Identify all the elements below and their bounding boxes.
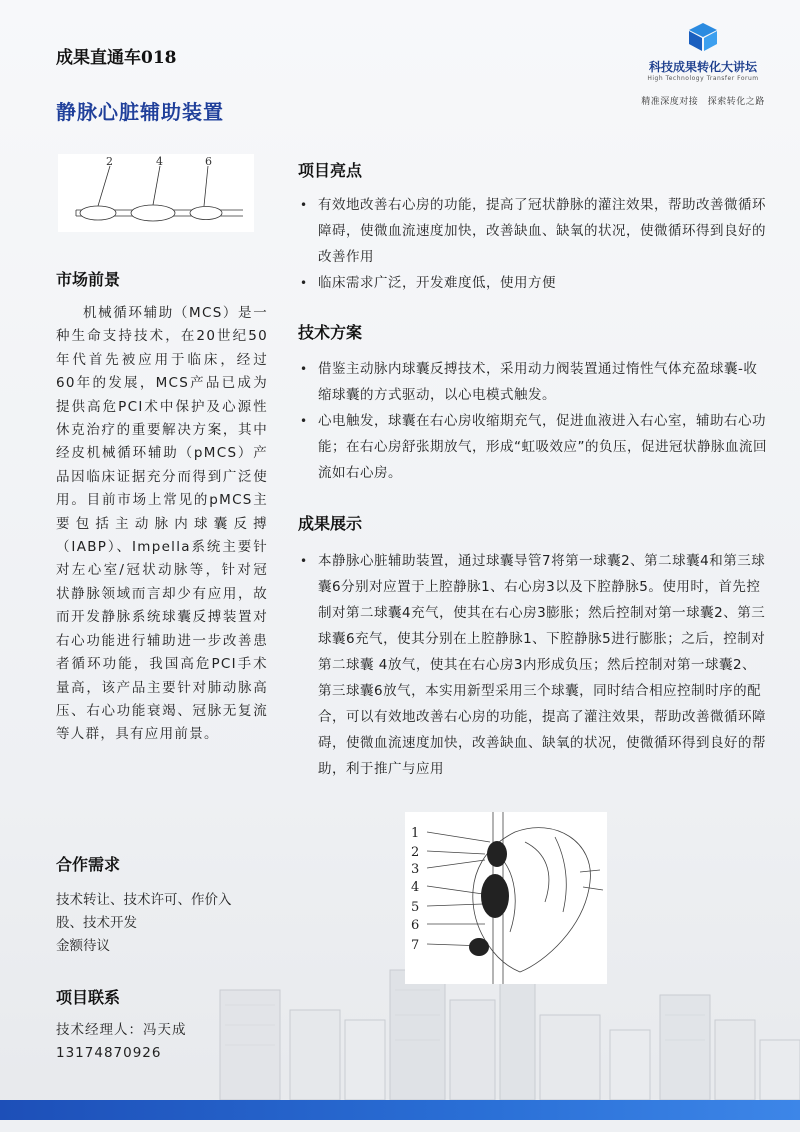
list-item: • 临床需求广泛，开发难度低，使用方便 [298,270,768,296]
list-item: • 借鉴主动脉内球囊反搏技术，采用动力阀装置通过惰性气体充盈球囊-收缩球囊的方式驱动，以心电模式触发。 [298,356,768,408]
cooperation-text [56,889,256,958]
cooperation-line: 技术转让、技术许可、作价入股、技术开发 [56,892,232,931]
page-title: 静脉心脏辅助装置 [56,100,224,124]
results-heading: 成果展示 [298,514,363,533]
list-item: • 有效地改善右心房的功能，提高了冠状静脉的灌注效果，帮助改善微循环障碍，使微血流速度加快，改善缺血、缺氧的状况，使微循环得到良好的改善作用 [298,192,768,270]
fig2-label: 4 [411,880,420,895]
market-text: 机械循环辅助（MCS）是一种生命支持技术，在20世纪50年代首先被应用于临床，经过60年的发展，MCS产品已成为提供高危PCI术中保护及心源性休克治疗的重要解决方案，其中经皮机械循环辅助（pMCS）产品因临床证据充分而得到广泛使用。目前市场上常见的pMCS主要包括主动脉内球囊反搏（IABP）、Impella系统主要针对左心室/冠状动脉等，针对冠状静脉领域而言却少有应用，故而开发静脉系统球囊反搏装置对右心功能进行辅助进一步改善患者循环功能，我国高危PCI手术量高，该产品主要针对肺动脉高压、右心功能衰竭、冠脉无复流等人群，具有应用前景。 [56,305,268,743]
fig2-label: 1 [411,826,420,841]
catheter-diagram [58,154,254,232]
series-label: 成果直通车018 [56,48,177,68]
list-item: • 心电触发，球囊在右心房收缩期充气，促进血液进入右心室，辅助右心功能；在右心房舒张期放气，形成“虹吸效应”的负压，促进冠状静脉血流回流如右心房。 [298,408,768,486]
results-list [298,548,768,782]
tech-list [298,356,768,486]
cooperation-heading: 合作需求 [56,855,121,874]
fig2-label: 3 [411,862,420,877]
fig2-label: 7 [411,938,420,953]
contact-info [56,1019,268,1065]
cooperation-line: 金额待议 [56,938,110,954]
footer-strip [0,1120,800,1132]
footer-bar [0,1100,800,1120]
fig1-label: 6 [205,155,212,168]
contact-manager: 技术经理人：冯天成 [56,1022,187,1038]
fig1-label: 2 [106,155,113,168]
heart-diagram [405,812,607,984]
contact-phone: 13174870926 [56,1045,162,1061]
fig1-label: 4 [156,155,163,168]
fig2-label: 6 [411,918,420,933]
fig2-label: 5 [411,900,420,915]
contact-heading: 项目联系 [56,988,121,1007]
highlights-heading: 项目亮点 [298,161,363,180]
logo-name: 科技成果转化大讲坛 [648,60,757,74]
highlights-list [298,192,768,296]
fig2-label: 2 [411,845,420,860]
market-heading: 市场前景 [56,270,121,289]
forum-logo [628,22,778,107]
logo-english-name: High Technology Transfer Forum [647,75,759,82]
tech-heading: 技术方案 [298,323,363,342]
list-item: • 本静脉心脏辅助装置，通过球囊导管7将第一球囊2、第二球囊4和第三球囊6分别对应置于上腔静脉1、右心房3以及下腔静脉5。使用时，首先控制对第二球囊4充气，使其在右心房3膨胀；然后控制对第一球囊2、第三球囊6充气，使其分别在上腔静脉1、下腔静脉5进行膨胀；之后，控制对第二球囊 4放气，使其在右心房3内形成负压；然后控制对第一球囊2、第三球囊6放气，本实用新型采用三个球囊，同时结合相应控制时序的配合，可以有效地改善右心房的功能，提高了灌注效果，帮助改善微循环障碍，使微血流速度加快，改善缺血、缺氧的状况，使微循环得到良好的帮助，利于推广与应用 [298,548,768,782]
cube-logo-icon [686,22,720,52]
logo-slogan: 精准深度对接 探索转化之路 [641,97,765,107]
